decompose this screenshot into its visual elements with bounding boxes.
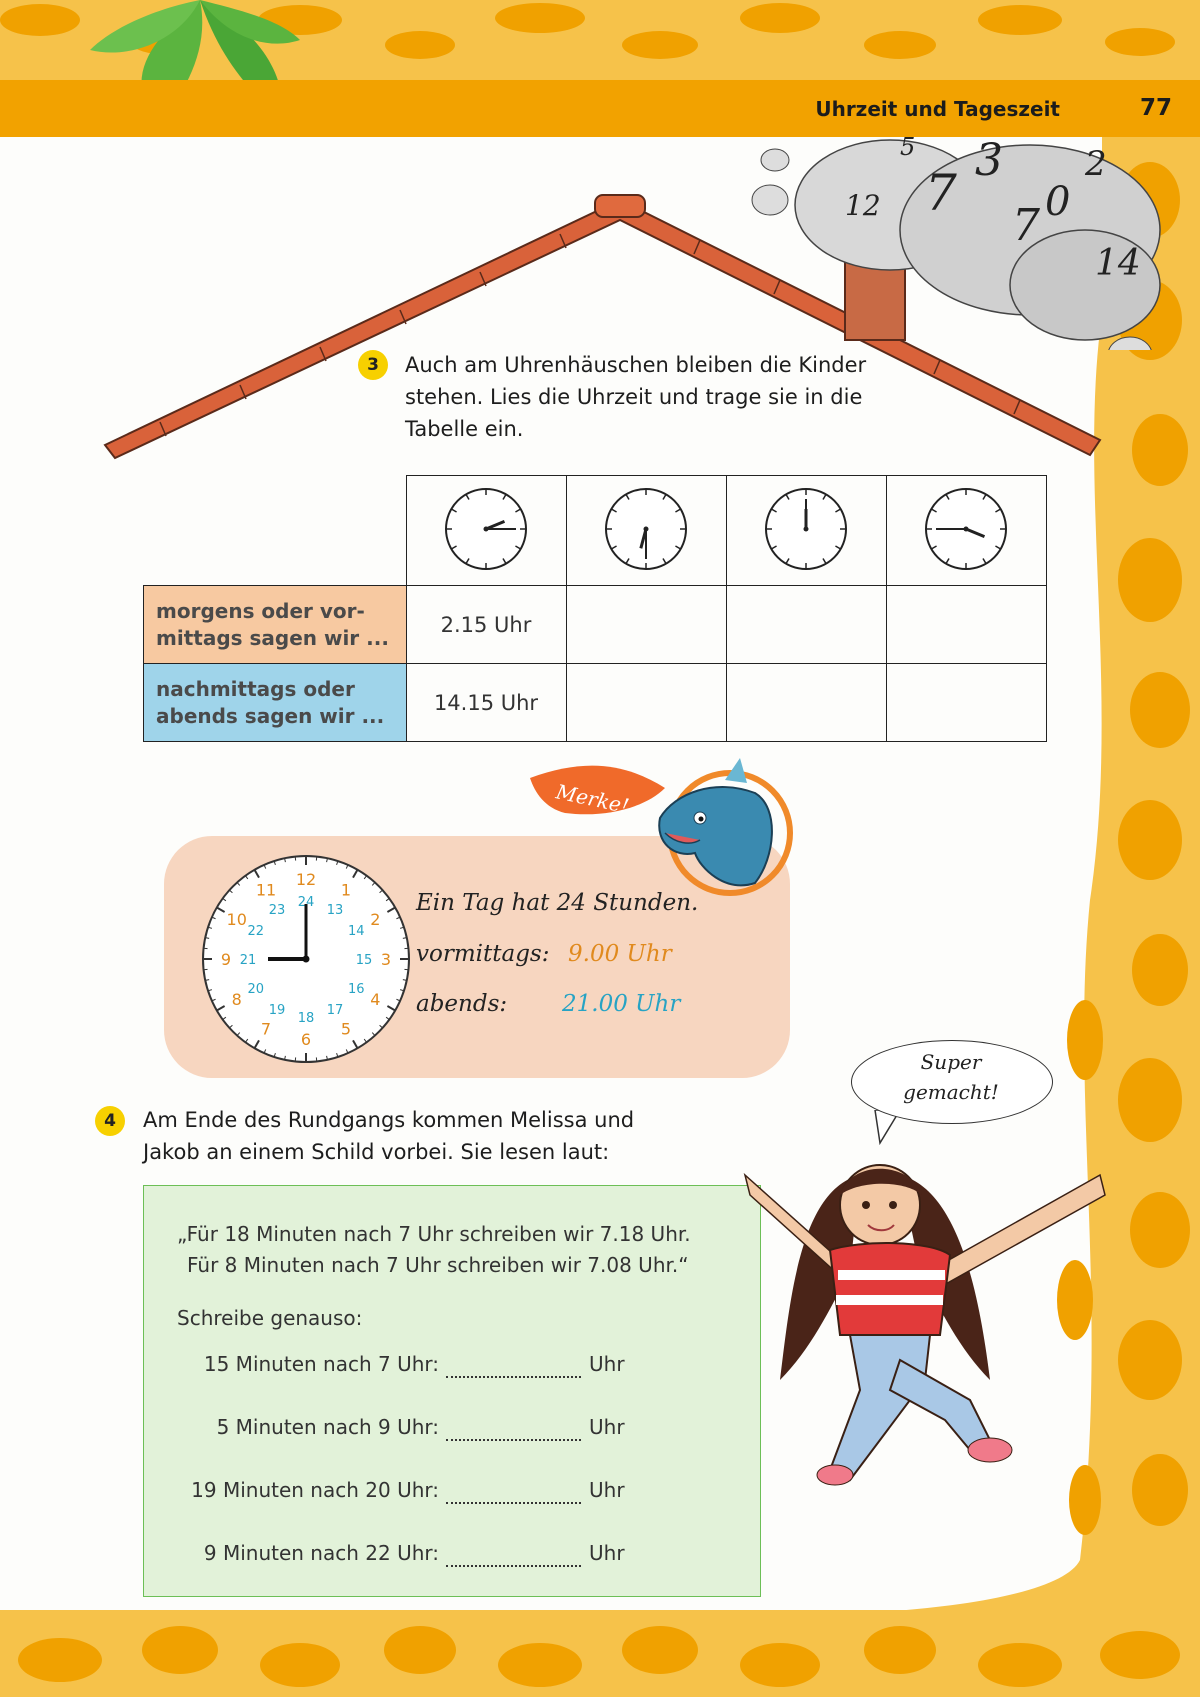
analog-clock — [601, 484, 691, 574]
analog-clock — [921, 484, 1011, 574]
giraffe-spot — [1105, 28, 1175, 56]
answer-blank[interactable] — [446, 1484, 581, 1504]
smoke-number: 0 — [1045, 179, 1071, 225]
clock-24h-label: 14 — [347, 924, 365, 939]
analog-clock — [441, 484, 531, 574]
clock-24h-label: 23 — [268, 902, 286, 918]
giraffe-spot — [142, 1626, 218, 1674]
sign-quote: Für 8 Minuten nach 7 Uhr schreiben wir 7.08 Uhr.“ — [187, 1253, 689, 1277]
smoke-cloud — [750, 130, 1180, 350]
clock-cell — [566, 476, 726, 586]
giraffe-spot — [1100, 1631, 1180, 1679]
clock-24h-label: 15 — [355, 953, 373, 968]
giraffe-spot — [1132, 414, 1188, 486]
exercise-unit: Uhr — [589, 1415, 625, 1439]
clock-center — [303, 956, 310, 963]
giraffe-spot — [622, 31, 698, 59]
merke-dragon-illustration — [525, 748, 825, 913]
clock-cell — [406, 476, 566, 586]
clock-cell — [886, 476, 1046, 586]
giraffe-spot — [498, 1643, 582, 1687]
clock-hour-label: 10 — [226, 910, 247, 929]
clock-center — [964, 526, 969, 531]
speech-bubble-text — [851, 1047, 1051, 1107]
smoke-number: 3 — [975, 135, 1003, 186]
sign-quote: „Für 18 Minuten nach 7 Uhr schreiben wir 7.18 Uhr. — [177, 1222, 691, 1246]
exercise-prompt: 9 Minuten nach 22 Uhr: — [203, 1541, 439, 1565]
giraffe-spot — [1132, 1454, 1188, 1526]
giraffe-spot — [260, 1643, 340, 1687]
merke-vormittags-label: vormittags: — [416, 941, 550, 967]
clock-24h-label: 21 — [239, 953, 257, 968]
giraffe-spot — [1067, 1000, 1103, 1080]
giraffe-spot — [1130, 1192, 1190, 1268]
exercise-unit: Uhr — [589, 1352, 625, 1376]
giraffe-spot — [1130, 672, 1190, 748]
row-label-evening — [144, 664, 407, 742]
clock-24h-label: 22 — [247, 924, 265, 939]
speech-bubble-line: Super — [920, 1050, 982, 1074]
smoke-number: 7 — [925, 164, 957, 222]
giraffe-spot — [1118, 1320, 1182, 1400]
task-number-badge: 3 — [358, 350, 388, 380]
row-label-line: nachmittags oder — [156, 676, 355, 701]
giraffe-spot — [740, 3, 820, 33]
24-hour-clock — [199, 852, 413, 1066]
giraffe-spot — [622, 1626, 698, 1674]
row-label-line: abends sagen wir ... — [156, 703, 385, 728]
girl-jumping-illustration — [740, 1150, 1110, 1490]
row-label-line: mittags sagen wir ... — [156, 625, 389, 650]
exercise-unit: Uhr — [589, 1541, 625, 1565]
giraffe-spot — [18, 1638, 102, 1682]
giraffe-spot — [1118, 538, 1182, 622]
clock-24h-label: 18 — [297, 1011, 315, 1026]
giraffe-spot — [0, 4, 80, 36]
answer-cell-blank[interactable] — [726, 586, 886, 664]
clock-hour-label: 3 — [380, 950, 392, 969]
answer-blank[interactable] — [446, 1421, 581, 1441]
giraffe-spot — [978, 5, 1062, 35]
smoke-number: 7 — [1012, 200, 1040, 251]
smoke-number: 14 — [1095, 243, 1141, 284]
clock-24h-label: 20 — [247, 982, 265, 997]
giraffe-spot — [864, 1626, 936, 1674]
task4-instructions — [143, 1104, 634, 1168]
giraffe-spot — [385, 31, 455, 59]
smoke-number: 5 — [900, 133, 916, 161]
answer-cell-example: 14.15 Uhr — [406, 664, 566, 742]
merke-tag: Merke! — [553, 779, 632, 819]
exercise-prompt: 5 Minuten nach 9 Uhr: — [216, 1415, 439, 1439]
clock-time-table — [143, 475, 1047, 742]
clock-hour-label: 9 — [220, 950, 232, 969]
answer-blank[interactable] — [446, 1547, 581, 1567]
clock-hour-label: 4 — [370, 990, 381, 1009]
clock-hour-label: 1 — [340, 880, 352, 900]
giraffe-spot — [1118, 1058, 1182, 1142]
merke-day-hours: Ein Tag hat 24 Stunden. — [416, 890, 699, 916]
exercise-prompt: 19 Minuten nach 20 Uhr: — [191, 1478, 439, 1502]
giraffe-spot — [740, 1643, 820, 1687]
answer-cell-example: 2.15 Uhr — [406, 586, 566, 664]
clock-24h-label: 19 — [268, 1003, 286, 1019]
answer-cell-blank[interactable] — [726, 664, 886, 742]
clock-hour-label: 11 — [255, 880, 277, 900]
sign-instruction: Schreibe genauso: — [177, 1306, 363, 1330]
clock-hour-label: 7 — [260, 1019, 272, 1039]
answer-cell-blank[interactable] — [886, 664, 1046, 742]
answer-blank[interactable] — [446, 1358, 581, 1378]
row-label-line: morgens oder vor- — [156, 598, 365, 623]
answer-cell-blank[interactable] — [566, 586, 726, 664]
answer-cell-blank[interactable] — [566, 664, 726, 742]
exercise-unit: Uhr — [589, 1478, 625, 1502]
giraffe-spot — [864, 31, 936, 59]
merke-vormittags-time: 9.00 Uhr — [568, 941, 672, 967]
smoke-number: 12 — [845, 189, 881, 222]
task4-line: Am Ende des Rundgangs kommen Melissa und — [143, 1108, 635, 1132]
giraffe-spot — [384, 1626, 456, 1674]
table-empty-corner — [144, 476, 407, 586]
merke-abends-label: abends: — [416, 991, 508, 1017]
smoke-number: 2 — [1085, 144, 1107, 184]
header-title: Uhrzeit und Tageszeit — [815, 97, 1060, 121]
clock-hour-label: 6 — [300, 1030, 312, 1049]
clock-hour-label: 2 — [370, 910, 381, 929]
speech-bubble-line: gemacht! — [903, 1080, 999, 1104]
clock-center — [644, 526, 649, 531]
row-label-morning — [144, 586, 407, 664]
clock-center — [484, 526, 489, 531]
sign-box — [143, 1185, 761, 1597]
page-number: 77 — [1139, 95, 1172, 121]
task3-line: Tabelle ein. — [405, 417, 524, 441]
clock-24h-label: 16 — [347, 982, 365, 997]
clock-cell — [726, 476, 886, 586]
clock-hour-label: 8 — [231, 990, 242, 1009]
giraffe-spot — [1118, 800, 1182, 880]
task3-line: stehen. Lies die Uhrzeit und trage sie in die — [405, 385, 863, 409]
giraffe-spot — [495, 3, 585, 33]
exercise-prompt: 15 Minuten nach 7 Uhr: — [203, 1352, 439, 1376]
task3-instructions — [405, 349, 866, 445]
task3-line: Auch am Uhrenhäuschen bleiben die Kinder — [405, 353, 867, 377]
analog-clock — [761, 484, 851, 574]
giraffe-spot — [978, 1643, 1062, 1687]
task-number-badge: 4 — [95, 1106, 125, 1136]
clock-24h-label: 24 — [297, 895, 315, 910]
clock-24h-label: 17 — [326, 1003, 344, 1019]
task4-line: Jakob an einem Schild vorbei. Sie lesen laut: — [143, 1140, 610, 1164]
clock-hour-label: 12 — [295, 870, 317, 889]
clock-center — [804, 526, 809, 531]
clock-hour-label: 5 — [340, 1019, 352, 1039]
merke-abends-time: 21.00 Uhr — [562, 991, 681, 1017]
clock-24h-label: 13 — [326, 902, 344, 918]
answer-cell-blank[interactable] — [886, 586, 1046, 664]
giraffe-spot — [1132, 934, 1188, 1006]
